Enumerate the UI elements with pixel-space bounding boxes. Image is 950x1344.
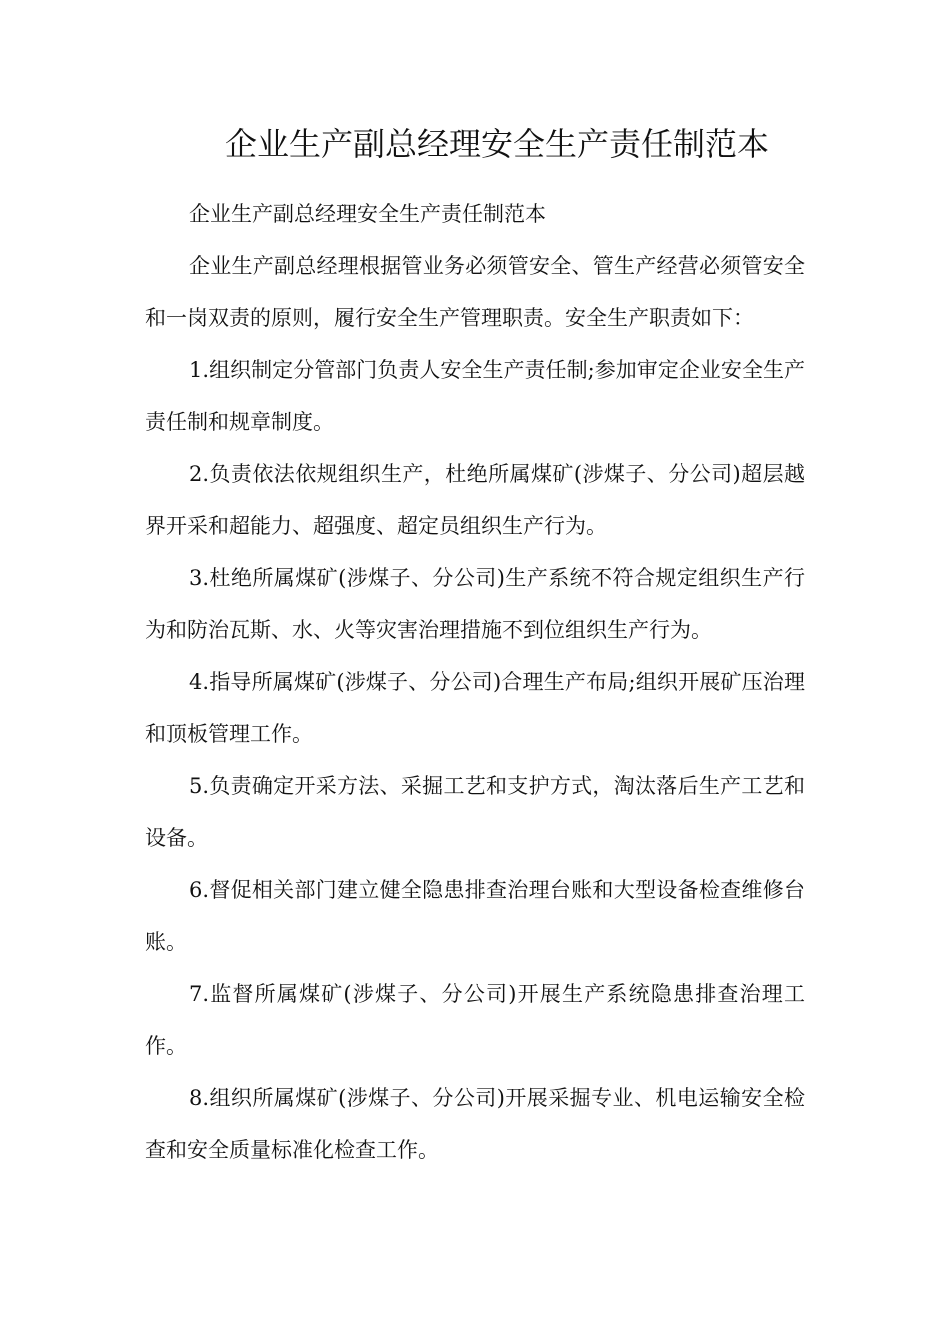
paragraph-subtitle: 企业生产副总经理安全生产责任制范本: [189, 202, 546, 226]
paragraph-intro: 企业生产副总经理根据管业务必须管安全、管生产经营必须管安全和一岗双责的原则，履行安全生产管理职责。安全生产职责如下：: [145, 254, 805, 330]
paragraph-item-4: 4.指导所属煤矿(涉煤子、分公司)合理生产布局;组织开展矿压治理和顶板管理工作。: [145, 670, 805, 746]
paragraph-item-3: 3.杜绝所属煤矿(涉煤子、分公司)生产系统不符合规定组织生产行为和防治瓦斯、水、火等灾害治理措施不到位组织生产行为。: [145, 566, 805, 642]
paragraph-item-8: 8.组织所属煤矿(涉煤子、分公司)开展采掘专业、机电运输安全检查和安全质量标准化检查工作。: [145, 1086, 805, 1162]
paragraph-item-5: 5.负责确定开采方法、采掘工艺和支护方式，淘汰落后生产工艺和设备。: [145, 774, 805, 850]
paragraph-item-6: 6.督促相关部门建立健全隐患排查治理台账和大型设备检查维修台账。: [145, 878, 805, 954]
document-body: [145, 188, 805, 1176]
paragraph-item-7: 7.监督所属煤矿(涉煤子、分公司)开展生产系统隐患排查治理工作。: [145, 982, 805, 1058]
document-title: 企业生产副总经理安全生产责任制范本: [225, 125, 770, 163]
paragraph-item-1: 1.组织制定分管部门负责人安全生产责任制;参加审定企业安全生产责任制和规章制度。: [145, 358, 805, 434]
paragraph-item-2: 2.负责依法依规组织生产，杜绝所属煤矿(涉煤子、分公司)超层越界开采和超能力、超强度、超定员组织生产行为。: [145, 462, 805, 538]
